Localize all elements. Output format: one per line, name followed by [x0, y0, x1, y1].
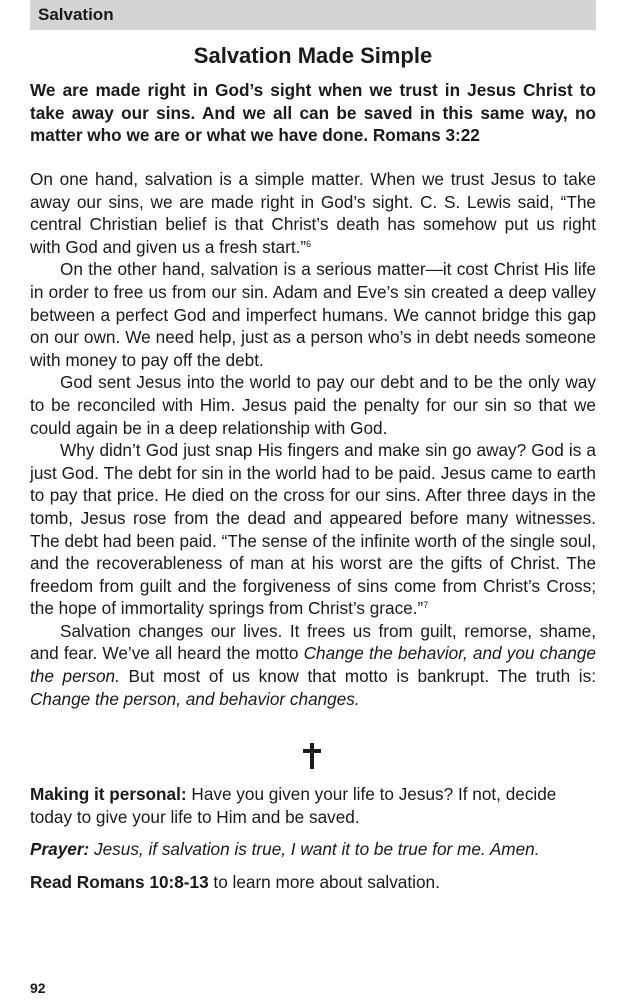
- cross-icon: [300, 742, 324, 770]
- prayer-text: Jesus, if salvation is true, I want it to be true for me. Amen.: [89, 839, 540, 860]
- footnote-marker: 6: [306, 238, 312, 249]
- read-reference: [30, 871, 596, 894]
- paragraph-text: On the other hand, salvation is a serious matter—it cost Christ His life in order to free us from our sin. Adam and Eve’s sin created a deep valley between a perfect God and imperfect humans. We cannot bridge this gap on our own. We need help, just as a person who’s in debt needs someone with money to pay off the debt.: [30, 259, 596, 370]
- body-text: [30, 168, 596, 710]
- prayer-label: Prayer:: [30, 839, 90, 860]
- page-number: 92: [30, 980, 46, 996]
- personal-text: Have you given your life to Jesus? If not, decide today to give your life to Him and be saved.: [30, 784, 557, 827]
- motto-text: Change the behavior, and you change the person.: [30, 643, 596, 687]
- footnote-marker: 7: [423, 600, 429, 611]
- personal-label: Making it personal:: [30, 784, 187, 804]
- paragraph-4: [30, 439, 596, 620]
- paragraph-text: God sent Jesus into the world to pay our debt and to be the only way to be reconciled with Him. Jesus paid the penalty for our sin so that we could again be in a deep relationship with God.: [30, 372, 596, 438]
- section-header: [30, 0, 596, 30]
- page-title: Salvation Made Simple: [193, 43, 433, 68]
- paragraph-text: On one hand, salvation is a simple matter. When we trust Jesus to take away our sins, we are made right in God’s sight. C. S. Lewis said, “The central Christian belief is that Christ’s death has somehow put us right with God and given us a fresh start.”: [30, 169, 596, 257]
- paragraph-text: Why didn’t God just snap His fingers and make sin go away? God is a just God. The debt for sin in the world had to be paid. Jesus came to earth to pay that price. He died on the cross for our sins. After three days in the tomb, Jesus rose from the dead and appeared before many witnesses. The debt had been paid. “The sense of the infinite worth of the single soul, and the recoverableness of man at his worst are the gifts of Christ. The freedom from guilt and the forgiveness of sins come from Christ’s Cross; the hope of immortality springs from Christ’s grace.”: [30, 440, 596, 619]
- making-it-personal: [30, 783, 596, 828]
- prayer: [30, 838, 596, 861]
- paragraph-2: [30, 258, 596, 371]
- read-text: to learn more about salvation.: [208, 871, 440, 892]
- section-title: Salvation: [38, 5, 114, 24]
- closing-section: [30, 783, 596, 903]
- lead-verse: We are made right in God’s sight when we trust in Jesus Christ to take away our sins. And we all can be saved in this same way, no matter who we are or what we have done. Romans 3:22: [30, 80, 596, 145]
- paragraph-5: [30, 620, 596, 710]
- paragraph-3: [30, 371, 596, 439]
- paragraph-text: But most of us know that motto is bankrupt. The truth is:: [119, 666, 596, 687]
- read-label: Read Romans 10:8-13: [30, 871, 209, 892]
- paragraph-1: [30, 168, 596, 258]
- truth-text: Change the person, and behavior changes.: [30, 688, 360, 709]
- paragraph-text: Salvation changes our lives. It frees us from guilt, remorse, shame, and fear. We’ve all heard the motto: [30, 620, 596, 664]
